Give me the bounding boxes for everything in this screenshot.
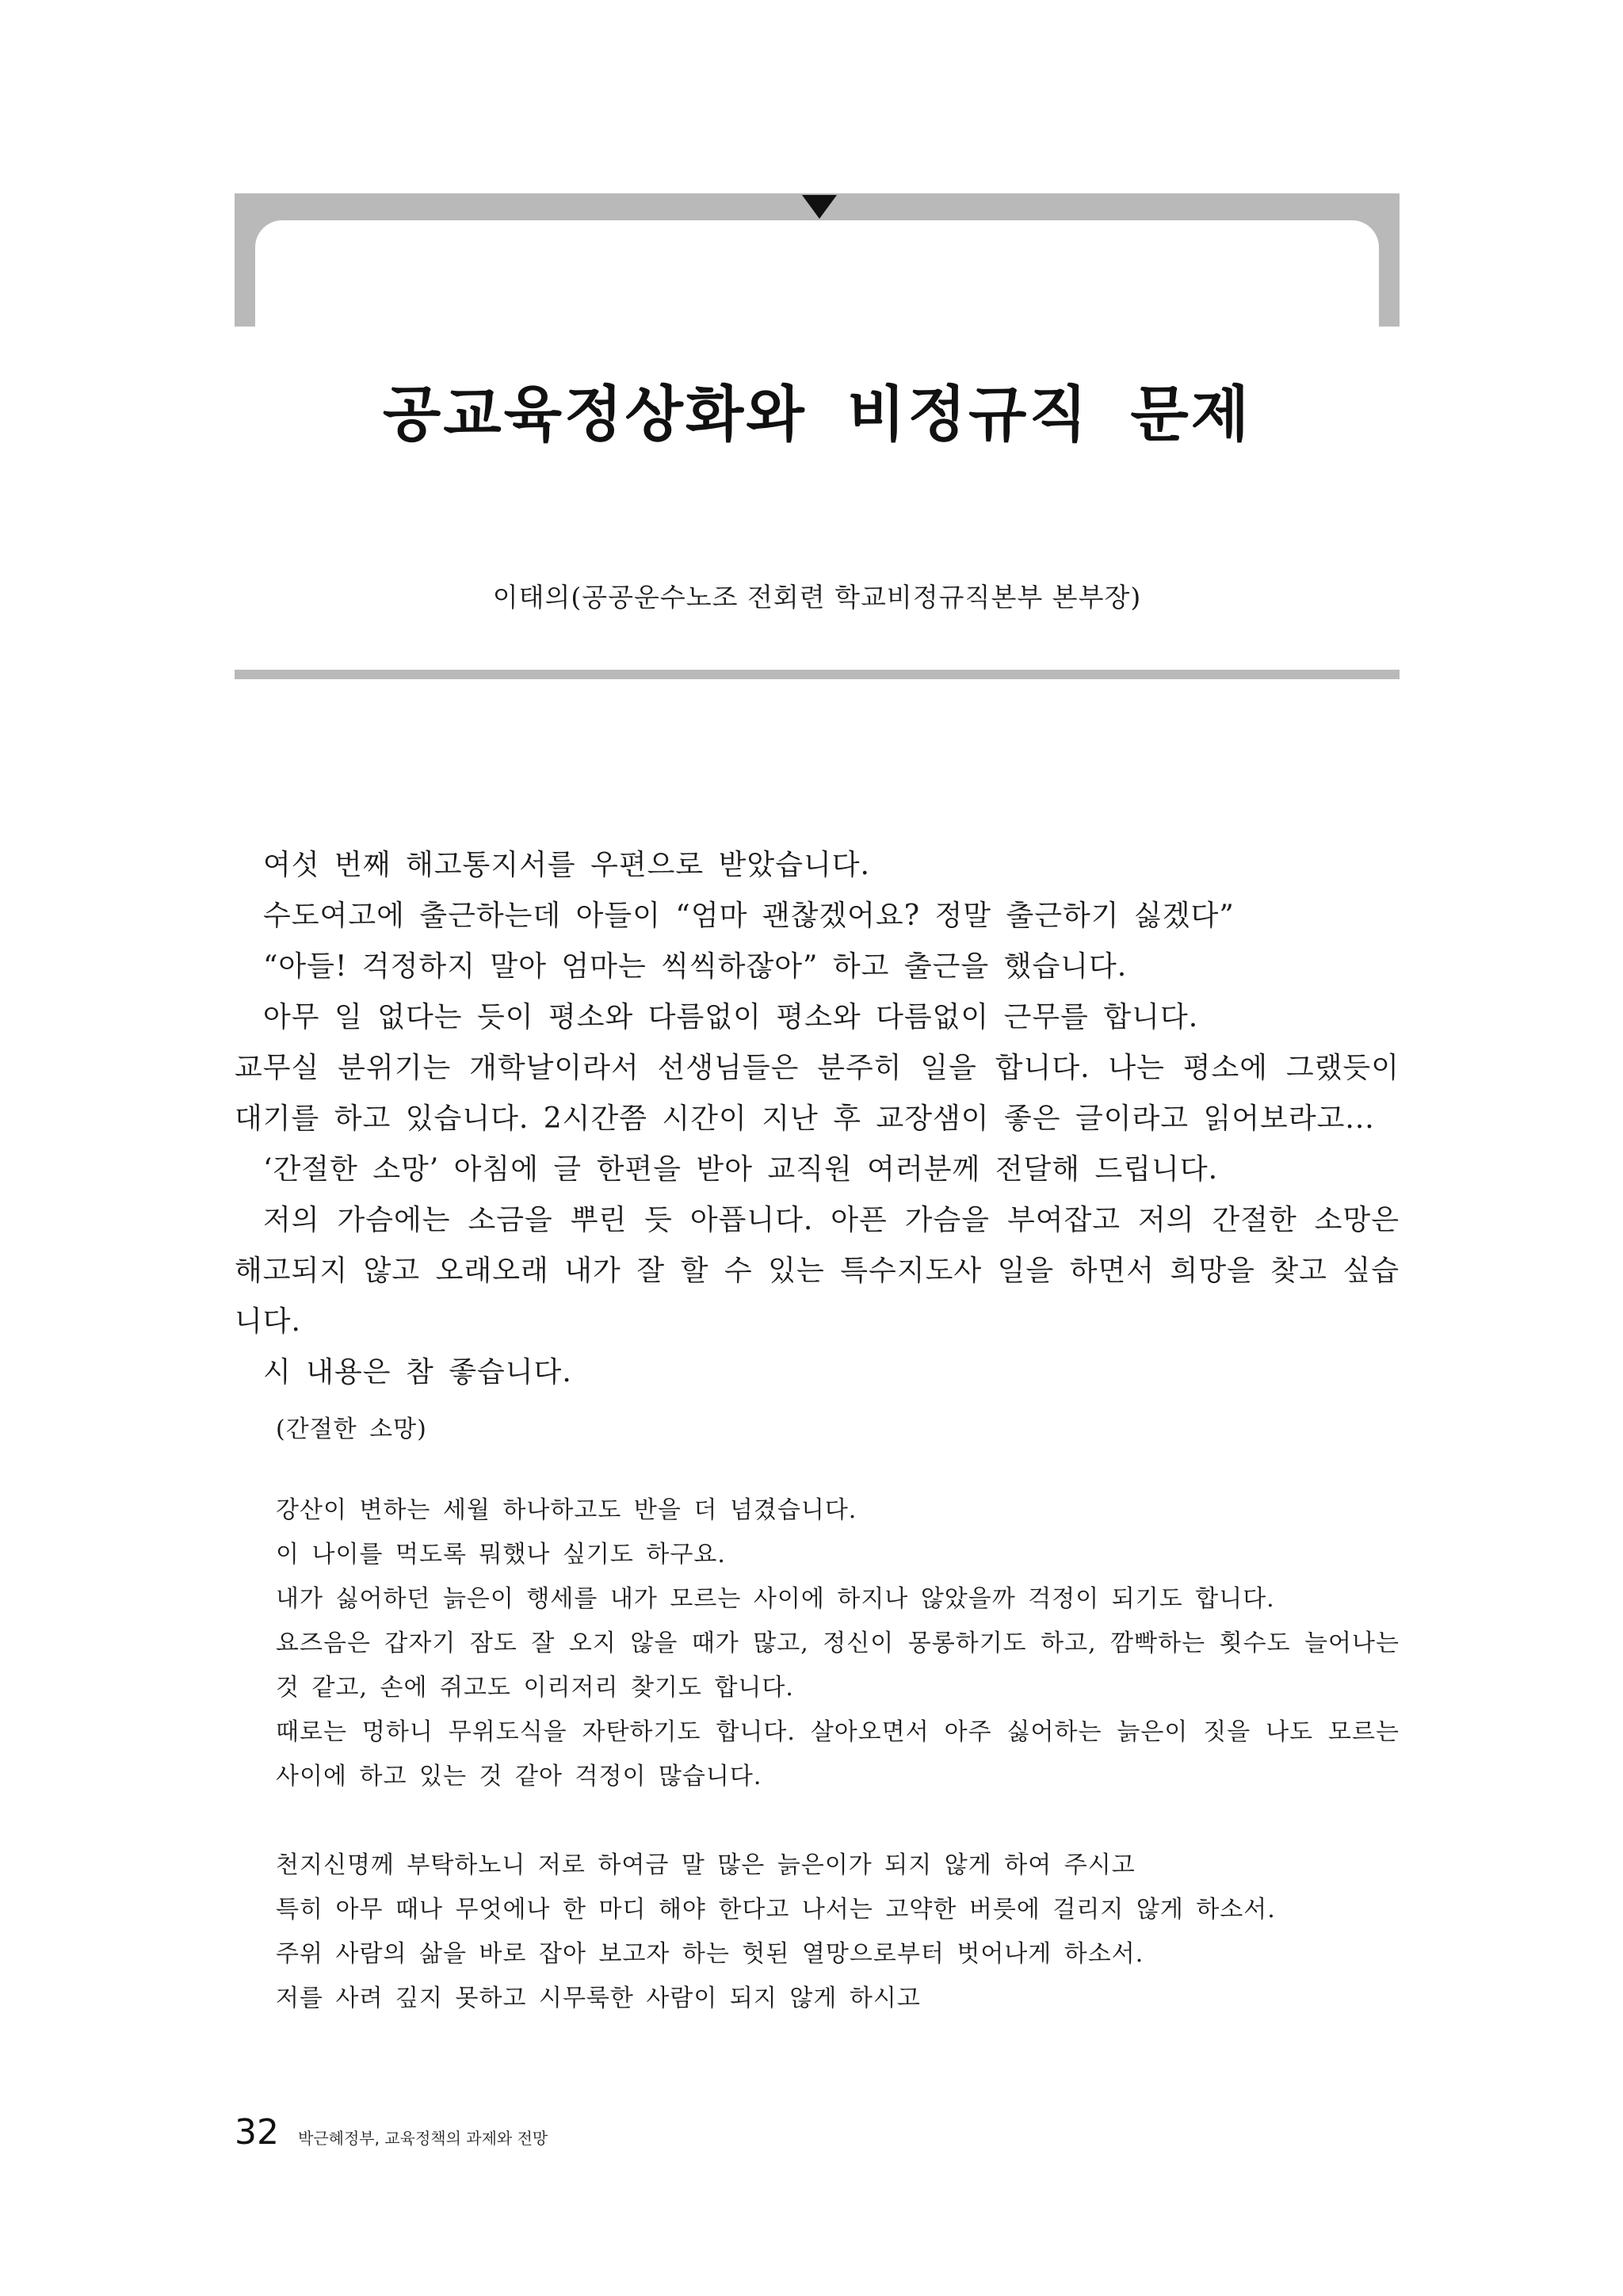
poem-line: 천지신명께 부탁하노니 저로 하여금 말 많은 늙은이가 되지 않게 하여 주시고	[276, 1851, 1136, 1879]
triangle-marker-icon	[802, 195, 837, 219]
paragraph: “아들! 걱정하지 말아 엄마는 씩씩하잖아” 하고 출근을 했습니다.	[263, 950, 1128, 983]
paragraph: 여섯 번째 해고통지서를 우편으로 받았습니다.	[263, 849, 870, 881]
book-title: 박근혜정부, 교육정책의 과제와 전망	[298, 2129, 548, 2148]
poem-line: 주위 사람의 삶을 바로 잡아 보고자 하는 헛된 열망으로부터 벗어나게 하소서.	[276, 1940, 1144, 1968]
paragraph: 시 내용은 참 좋습니다.	[263, 1356, 572, 1389]
poem-title: (간절한 소망)	[276, 1415, 427, 1443]
page-title: 공교육정상화와 비정규직 문제	[382, 379, 1252, 449]
poem-line: 요즈음은 갑자기 잠도 잘 오지 않을 때가 많고, 정신이 몽롱하기도 하고, 깜빡하는 횟수도 늘어나는 것 같고, 손에 쥐고도 이리저리 찾기도 합니다.	[276, 1629, 1400, 1702]
poem-block	[276, 1408, 1400, 2065]
poem-line: 저를 사려 깊지 못하고 시무룩한 사람이 되지 않게 하시고	[276, 1985, 921, 2012]
page-footer	[235, 2112, 548, 2153]
paragraph: 아무 일 없다는 듯이 평소와 다름없이 평소와 다름없이 근무를 합니다.	[263, 1001, 1199, 1033]
page-number: 32	[235, 2112, 279, 2153]
poem-line: 내가 싫어하던 늙은이 행세를 내가 모르는 사이에 하지나 않았을까 걱정이 되기도 합니다.	[276, 1585, 1275, 1613]
body-text	[235, 840, 1400, 1398]
paragraph: ‘간절한 소망’ 아침에 글 한편을 받아 교직원 여러분께 전달해 드립니다.	[263, 1153, 1219, 1186]
author-line: 이태의(공공운수노조 전회련 학교비정규직본부 본부장)	[492, 582, 1142, 613]
poem-stanza	[276, 1488, 1400, 1799]
paragraph: 수도여고에 출근하는데 아들이 “엄마 괜찮겠어요? 정말 출근하기 싫겠다”	[263, 900, 1235, 932]
poem-line: 이 나이를 먹도록 뭐했나 싶기도 하구요.	[276, 1541, 726, 1568]
poem-line: 특히 아무 때나 무엇에나 한 마디 해야 한다고 나서는 고약한 버릇에 걸리지 않게 하소서.	[276, 1896, 1276, 1924]
paragraph: 저의 가슴에는 소금을 뿌린 듯 아픕니다. 아픈 가슴을 부여잡고 저의 간절한 소망은 해고되지 않고 오래오래 내가 잘 할 수 있는 특수지도사 일을 하면서 희망을 찾고 싶습니다.	[235, 1204, 1400, 1338]
header-divider	[235, 670, 1400, 679]
header-frame-inner	[255, 220, 1379, 327]
poem-stanza	[276, 1843, 1400, 2021]
poem-line: 때로는 멍하니 무위도식을 자탄하기도 합니다. 살아오면서 아주 싫어하는 늙은이 짓을 나도 모르는 사이에 하고 있는 것 같아 걱정이 많습니다.	[276, 1718, 1400, 1790]
paragraph: 교무실 분위기는 개학날이라서 선생님들은 분주히 일을 합니다. 나는 평소에 그랬듯이 대기를 하고 있습니다. 2시간쯤 시간이 지난 후 교장샘이 좋은 글이라고 읽어보라고...	[235, 1052, 1400, 1135]
poem-line: 강산이 변하는 세월 하나하고도 반을 더 넘겼습니다.	[276, 1496, 857, 1524]
